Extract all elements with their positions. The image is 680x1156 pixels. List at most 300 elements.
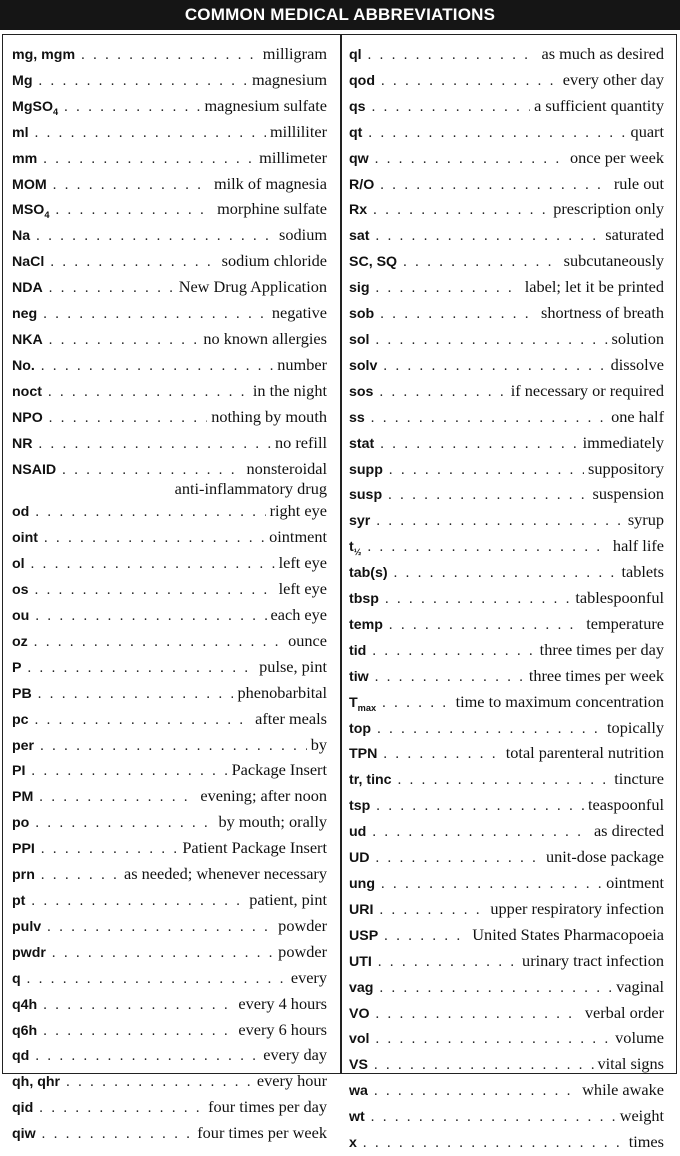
- abbreviation-entry: [12, 1043, 327, 1069]
- dot-leader: [49, 277, 175, 301]
- dot-leader: [375, 666, 525, 690]
- abbreviation: [12, 381, 42, 405]
- abbreviation: [349, 925, 378, 949]
- dot-leader: [43, 994, 234, 1018]
- abbreviation-entry: [349, 1104, 664, 1130]
- abbreviation-entry: [349, 508, 664, 534]
- entry-line: [12, 992, 327, 1018]
- dot-leader: [378, 951, 518, 975]
- dot-leader: [43, 303, 268, 327]
- meaning-text: no refill: [275, 432, 327, 452]
- abbreviation: [12, 916, 41, 940]
- abbreviation-entry: [12, 629, 327, 655]
- abbreviation: [349, 199, 367, 223]
- abbreviation: [349, 562, 388, 586]
- abbreviation: [12, 96, 58, 120]
- abbreviation-text: ol: [12, 556, 25, 573]
- abbreviation: [349, 588, 379, 612]
- abbreviation: [12, 579, 29, 603]
- entry-line: [349, 612, 664, 638]
- dot-leader: [372, 640, 535, 664]
- abbreviation-entry: [12, 197, 327, 223]
- abbreviation-text: NDA: [12, 280, 43, 297]
- dot-leader: [53, 174, 210, 198]
- abbreviation-entry: [349, 638, 664, 664]
- meaning-text: in the night: [252, 380, 327, 400]
- dot-leader: [376, 1003, 581, 1027]
- abbreviation: [12, 44, 75, 68]
- entry-line: [349, 560, 664, 586]
- abbreviation: [349, 381, 373, 405]
- entry-line: [12, 655, 327, 681]
- meaning-text: time to maximum concentration: [455, 691, 664, 711]
- meaning-text: every 4 hours: [238, 993, 327, 1013]
- entry-line: [349, 716, 664, 742]
- meaning-text: Patient Package Insert: [182, 838, 327, 858]
- meaning-text: patient, pint: [249, 890, 327, 909]
- abbreviation-entry: [349, 68, 664, 94]
- abbreviation: [12, 501, 29, 525]
- abbreviation-entry: [12, 914, 327, 940]
- entry-line: [349, 431, 664, 457]
- dot-leader: [49, 407, 207, 431]
- dot-leader: [41, 355, 273, 379]
- dot-leader: [35, 812, 214, 836]
- abbreviation-text: NR: [12, 435, 33, 452]
- dot-leader: [31, 890, 245, 914]
- meaning-text: left eye: [278, 553, 327, 573]
- abbreviation: [12, 199, 49, 223]
- dot-leader: [39, 433, 272, 457]
- abbreviation-entry: [12, 1121, 327, 1147]
- abbreviation-text: qw: [349, 150, 369, 167]
- abbreviation-text: x: [349, 1135, 357, 1152]
- abbreviation: [349, 847, 370, 871]
- dot-leader: [371, 1106, 616, 1130]
- entry-line: [12, 1121, 327, 1147]
- dot-leader: [50, 251, 217, 275]
- abbreviation-text: R/O: [349, 176, 375, 193]
- abbreviation-entry: [349, 172, 664, 198]
- dot-leader: [39, 786, 196, 810]
- abbreviation-entry: [349, 767, 664, 793]
- meaning-text: by mouth; orally: [218, 812, 327, 832]
- meaning-text: subcutaneously: [563, 251, 664, 271]
- abbreviation: [349, 484, 382, 508]
- dot-leader: [39, 70, 248, 94]
- dot-leader: [375, 148, 566, 172]
- entry-line: [12, 146, 327, 172]
- abbreviation-text: solv: [349, 357, 378, 374]
- dot-leader: [371, 407, 607, 431]
- meaning-text: negative: [271, 303, 327, 323]
- meaning-text: four times per week: [197, 1123, 327, 1143]
- meaning-text: phenobarbital: [237, 682, 327, 702]
- entry-line: [12, 68, 327, 94]
- abbreviation-entry: [349, 405, 664, 431]
- abbreviation-entry: [12, 810, 327, 836]
- abbreviation-text: mm: [12, 150, 38, 167]
- dot-leader: [389, 459, 584, 483]
- entry-line: [349, 42, 664, 68]
- abbreviation: [349, 96, 366, 120]
- entry-line: [12, 758, 327, 784]
- meaning-text: Package Insert: [231, 760, 327, 780]
- abbreviation-text: NPO: [12, 409, 43, 426]
- abbreviation: [12, 70, 33, 94]
- entry-line: [12, 120, 327, 146]
- abbreviation-entry: [349, 975, 664, 1001]
- abbreviation-text: tid: [349, 642, 367, 659]
- abbreviation: [349, 44, 362, 68]
- entry-line: [12, 499, 327, 525]
- entry-line: [12, 1018, 327, 1044]
- abbreviation-text: MSO: [12, 202, 45, 219]
- abbreviation-text: pwdr: [12, 944, 46, 961]
- abbreviation-text: oz: [12, 633, 28, 650]
- abbreviation-entry: [349, 431, 664, 457]
- abbreviation-text: TPN: [349, 746, 378, 763]
- abbreviation: [349, 70, 375, 94]
- abbreviation-text: sat: [349, 228, 370, 245]
- meaning-text: pulse, pint: [259, 656, 327, 676]
- dot-leader: [35, 709, 252, 733]
- abbreviation: [12, 1071, 60, 1095]
- abbreviation-entry: [349, 146, 664, 172]
- dot-leader: [31, 553, 275, 577]
- abbreviation: [12, 968, 21, 992]
- abbreviation-entry: [12, 940, 327, 966]
- abbreviation-text: PM: [12, 789, 34, 806]
- meaning-text: vital signs: [597, 1054, 664, 1074]
- abbreviation: [12, 527, 38, 551]
- dot-leader: [376, 1028, 612, 1052]
- entry-line: [12, 707, 327, 733]
- abbreviation-entry: [12, 405, 327, 431]
- dot-leader: [384, 925, 468, 949]
- entry-line: [349, 482, 664, 508]
- abbreviation: [12, 174, 47, 198]
- meaning-text: total parenteral nutrition: [505, 743, 664, 763]
- entry-line: [12, 249, 327, 275]
- abbreviation-text: pc: [12, 711, 29, 728]
- entry-line: [349, 638, 664, 664]
- meaning-text: ointment: [606, 873, 664, 892]
- entry-line: [12, 431, 327, 457]
- dot-leader: [368, 122, 626, 146]
- entry-line: [349, 94, 664, 120]
- dot-leader: [376, 847, 543, 871]
- abbreviation-entry: [12, 1069, 327, 1095]
- column-divider: [340, 34, 342, 1074]
- meaning-text: every hour: [256, 1071, 327, 1091]
- abbreviation-entry: [12, 379, 327, 405]
- abbreviation-entry: [12, 301, 327, 327]
- abbreviation-text: ql: [349, 47, 362, 63]
- abbreviation-entry: [349, 819, 664, 845]
- abbreviation-entry: [12, 275, 327, 301]
- abbreviation-entry: [349, 223, 664, 249]
- abbreviation-text: P: [12, 659, 22, 676]
- entry-line: [349, 767, 664, 793]
- abbreviation-entry: [12, 577, 327, 603]
- abbreviation-entry: [349, 897, 664, 923]
- dot-leader: [388, 484, 588, 508]
- abbreviation: [12, 657, 21, 681]
- meaning-text: tincture: [614, 769, 664, 789]
- abbreviation: [12, 994, 37, 1018]
- abbreviation: [12, 225, 30, 249]
- abbreviation-text: ss: [349, 409, 365, 426]
- abbreviation: [349, 1132, 357, 1156]
- dot-leader: [372, 96, 531, 120]
- entry-line: [12, 1043, 327, 1069]
- meaning-text: milliliter: [270, 121, 327, 141]
- meaning-text: saturated: [605, 225, 664, 245]
- abbreviation-text: po: [12, 815, 30, 832]
- entry-line: [349, 897, 664, 923]
- page-title: COMMON MEDICAL ABBREVIATIONS: [0, 0, 680, 30]
- entry-line: [349, 1052, 664, 1078]
- abbreviation-text: UD: [349, 850, 370, 867]
- entry-line: [349, 690, 664, 716]
- dot-leader: [47, 916, 274, 940]
- abbreviation-text: qid: [12, 1100, 34, 1117]
- abbreviation-entry: [349, 664, 664, 690]
- abbreviation-text: neg: [12, 306, 38, 323]
- abbreviation-entry: [349, 1078, 664, 1104]
- dot-leader: [403, 251, 560, 275]
- abbreviation-entry: [12, 733, 327, 759]
- meaning-text: United States Pharmacopoeia: [472, 924, 664, 944]
- dot-leader: [41, 838, 178, 862]
- abbreviation-entry: [349, 301, 664, 327]
- abbreviation: [349, 1028, 370, 1052]
- abbreviation-text: SC, SQ: [349, 254, 398, 271]
- abbreviation: [12, 631, 28, 655]
- entry-line: [12, 551, 327, 577]
- abbreviation-text: tsp: [349, 798, 371, 815]
- abbreviation-subscript: ½: [353, 547, 362, 558]
- abbreviation: [349, 303, 374, 327]
- abbreviation-entry: [349, 923, 664, 949]
- dot-leader: [52, 942, 274, 966]
- meaning-text: New Drug Application: [178, 277, 327, 297]
- entry-line: [349, 819, 664, 845]
- dot-leader: [81, 44, 259, 68]
- abbreviation-entry: [349, 353, 664, 379]
- entry-line: [12, 1069, 327, 1095]
- dot-leader: [374, 1080, 578, 1104]
- abbreviation-text: stat: [349, 435, 375, 452]
- meaning-text: one half: [611, 406, 664, 426]
- dot-leader: [363, 1132, 625, 1156]
- dot-leader: [374, 1054, 594, 1078]
- entry-line: [12, 888, 327, 914]
- dot-leader: [27, 657, 255, 681]
- entry-line: [349, 923, 664, 949]
- entry-line: [349, 534, 664, 560]
- entry-line: [349, 975, 664, 1001]
- entry-line: [12, 301, 327, 327]
- abbreviation-entry: [349, 197, 664, 223]
- entry-line: [12, 197, 327, 223]
- dot-leader: [66, 1071, 253, 1095]
- dot-leader: [376, 510, 624, 534]
- abbreviation: [349, 873, 375, 897]
- abbreviation: [12, 251, 44, 275]
- meaning-text: suppository: [588, 458, 664, 478]
- entry-line: [12, 223, 327, 249]
- dot-leader: [35, 605, 266, 629]
- entry-line: [349, 68, 664, 94]
- abbreviation-entry: [12, 499, 327, 525]
- abbreviation: [349, 1080, 368, 1104]
- dot-leader: [380, 433, 578, 457]
- meaning-text: a sufficient quantity: [534, 95, 664, 115]
- entry-line: [349, 379, 664, 405]
- dot-leader: [43, 148, 255, 172]
- entry-line: [349, 249, 664, 275]
- abbreviation-text: temp: [349, 616, 383, 633]
- abbreviation-text: q: [12, 970, 21, 987]
- abbreviation-entry: [349, 275, 664, 301]
- entry-line: [349, 508, 664, 534]
- abbreviation: [12, 355, 35, 379]
- abbreviation-text: Mg: [12, 72, 33, 89]
- meaning-text: unit-dose package: [546, 847, 664, 867]
- abbreviation-text: Na: [12, 228, 31, 245]
- meaning-text: nonsteroidal: [246, 458, 327, 478]
- abbreviation: [12, 1045, 29, 1069]
- entry-line: [12, 327, 327, 353]
- abbreviation-text: wa: [349, 1083, 368, 1100]
- entry-line: [12, 275, 327, 301]
- meaning-text: dissolve: [610, 354, 664, 374]
- abbreviation-entry: [349, 1052, 664, 1078]
- abbreviation-text: URI: [349, 901, 374, 918]
- entry-line: [12, 914, 327, 940]
- abbreviation: [349, 1054, 368, 1078]
- abbreviation: [349, 277, 370, 301]
- abbreviation-text: oint: [12, 530, 38, 547]
- abbreviation-text: noct: [12, 383, 42, 400]
- meaning-text: prescription only: [553, 199, 664, 219]
- meaning-text: tablespoonful: [575, 588, 664, 608]
- meaning-text: three times per day: [539, 639, 664, 659]
- abbreviation-text: qod: [349, 72, 375, 89]
- abbreviation-text: od: [12, 504, 30, 521]
- abbreviation-entry: [349, 741, 664, 767]
- entry-line: [349, 172, 664, 198]
- entry-line: [349, 1026, 664, 1052]
- entry-line: [12, 940, 327, 966]
- abbreviation-text: os: [12, 582, 29, 599]
- abbreviation: [12, 329, 43, 353]
- abbreviation-entry: [349, 457, 664, 483]
- entry-line: [349, 275, 664, 301]
- entry-line: [12, 379, 327, 405]
- abbreviation-text: NSAID: [12, 461, 57, 478]
- abbreviation-text: UTI: [349, 953, 372, 970]
- dot-leader: [377, 718, 603, 742]
- meaning-text: as needed; whenever necessary: [124, 864, 327, 884]
- entry-line: [349, 1104, 664, 1130]
- dot-leader: [383, 743, 501, 767]
- dot-leader: [381, 70, 559, 94]
- abbreviation-entry: [349, 1130, 664, 1156]
- dot-leader: [39, 1097, 204, 1121]
- abbreviation-text: VO: [349, 1005, 370, 1022]
- meaning-text: verbal order: [584, 1002, 664, 1022]
- meaning-text: magnesium sulfate: [204, 95, 327, 115]
- abbreviation-text: PI: [12, 763, 26, 780]
- meaning-text: quart: [630, 121, 664, 141]
- entry-line: [349, 1078, 664, 1104]
- meaning-text: if necessary or required: [510, 380, 664, 400]
- entry-line: [12, 577, 327, 603]
- dot-leader: [36, 225, 275, 249]
- abbreviation: [12, 890, 25, 914]
- dot-leader: [379, 381, 506, 405]
- abbreviation-entry: [12, 525, 327, 551]
- abbreviation-entry: [12, 655, 327, 681]
- dot-leader: [49, 329, 200, 353]
- dot-leader: [398, 769, 611, 793]
- abbreviation-entry: [349, 690, 664, 716]
- abbreviation: [349, 951, 372, 975]
- dot-leader: [380, 303, 537, 327]
- entry-line: [349, 871, 664, 897]
- dot-leader: [44, 527, 265, 551]
- abbreviation: [349, 977, 373, 1001]
- abbreviation-entry: [12, 992, 327, 1018]
- meaning-text: shortness of breath: [541, 303, 664, 323]
- abbreviation-text: qh, qhr: [12, 1074, 61, 1091]
- abbreviation: [349, 666, 369, 690]
- abbreviation-entry: [349, 1001, 664, 1027]
- abbreviation-text: tab(s): [349, 565, 388, 582]
- abbreviation-text: q4h: [12, 996, 38, 1013]
- meaning-text: immediately: [582, 432, 664, 452]
- meaning-text: ointment: [269, 527, 327, 547]
- abbreviation: [12, 760, 25, 784]
- abbreviation-text: mg, mgm: [12, 47, 76, 63]
- meaning-text: sodium: [279, 225, 327, 245]
- meaning-text: millimeter: [259, 147, 327, 167]
- dot-leader: [42, 1123, 194, 1147]
- abbreviation-text: tbsp: [349, 591, 379, 608]
- meaning-text: milk of magnesia: [213, 173, 327, 193]
- abbreviation: [349, 1003, 370, 1027]
- entry-line: [12, 353, 327, 379]
- abbreviation-text: t: [349, 539, 354, 556]
- meaning-text: after meals: [255, 708, 327, 728]
- abbreviation-text: PB: [12, 685, 32, 702]
- abbreviation: [12, 148, 37, 172]
- abbreviation-entry: [349, 871, 664, 897]
- abbreviation-text: T: [349, 694, 358, 711]
- abbreviation-entry: [349, 379, 664, 405]
- left-column: [12, 42, 327, 1147]
- abbreviation-entry: [12, 223, 327, 249]
- abbreviation-entry: [349, 560, 664, 586]
- abbreviation-entry: [12, 603, 327, 629]
- abbreviation-text: tiw: [349, 668, 369, 685]
- meaning-text: volume: [615, 1028, 664, 1048]
- dot-leader: [379, 977, 612, 1001]
- dot-leader: [373, 199, 549, 223]
